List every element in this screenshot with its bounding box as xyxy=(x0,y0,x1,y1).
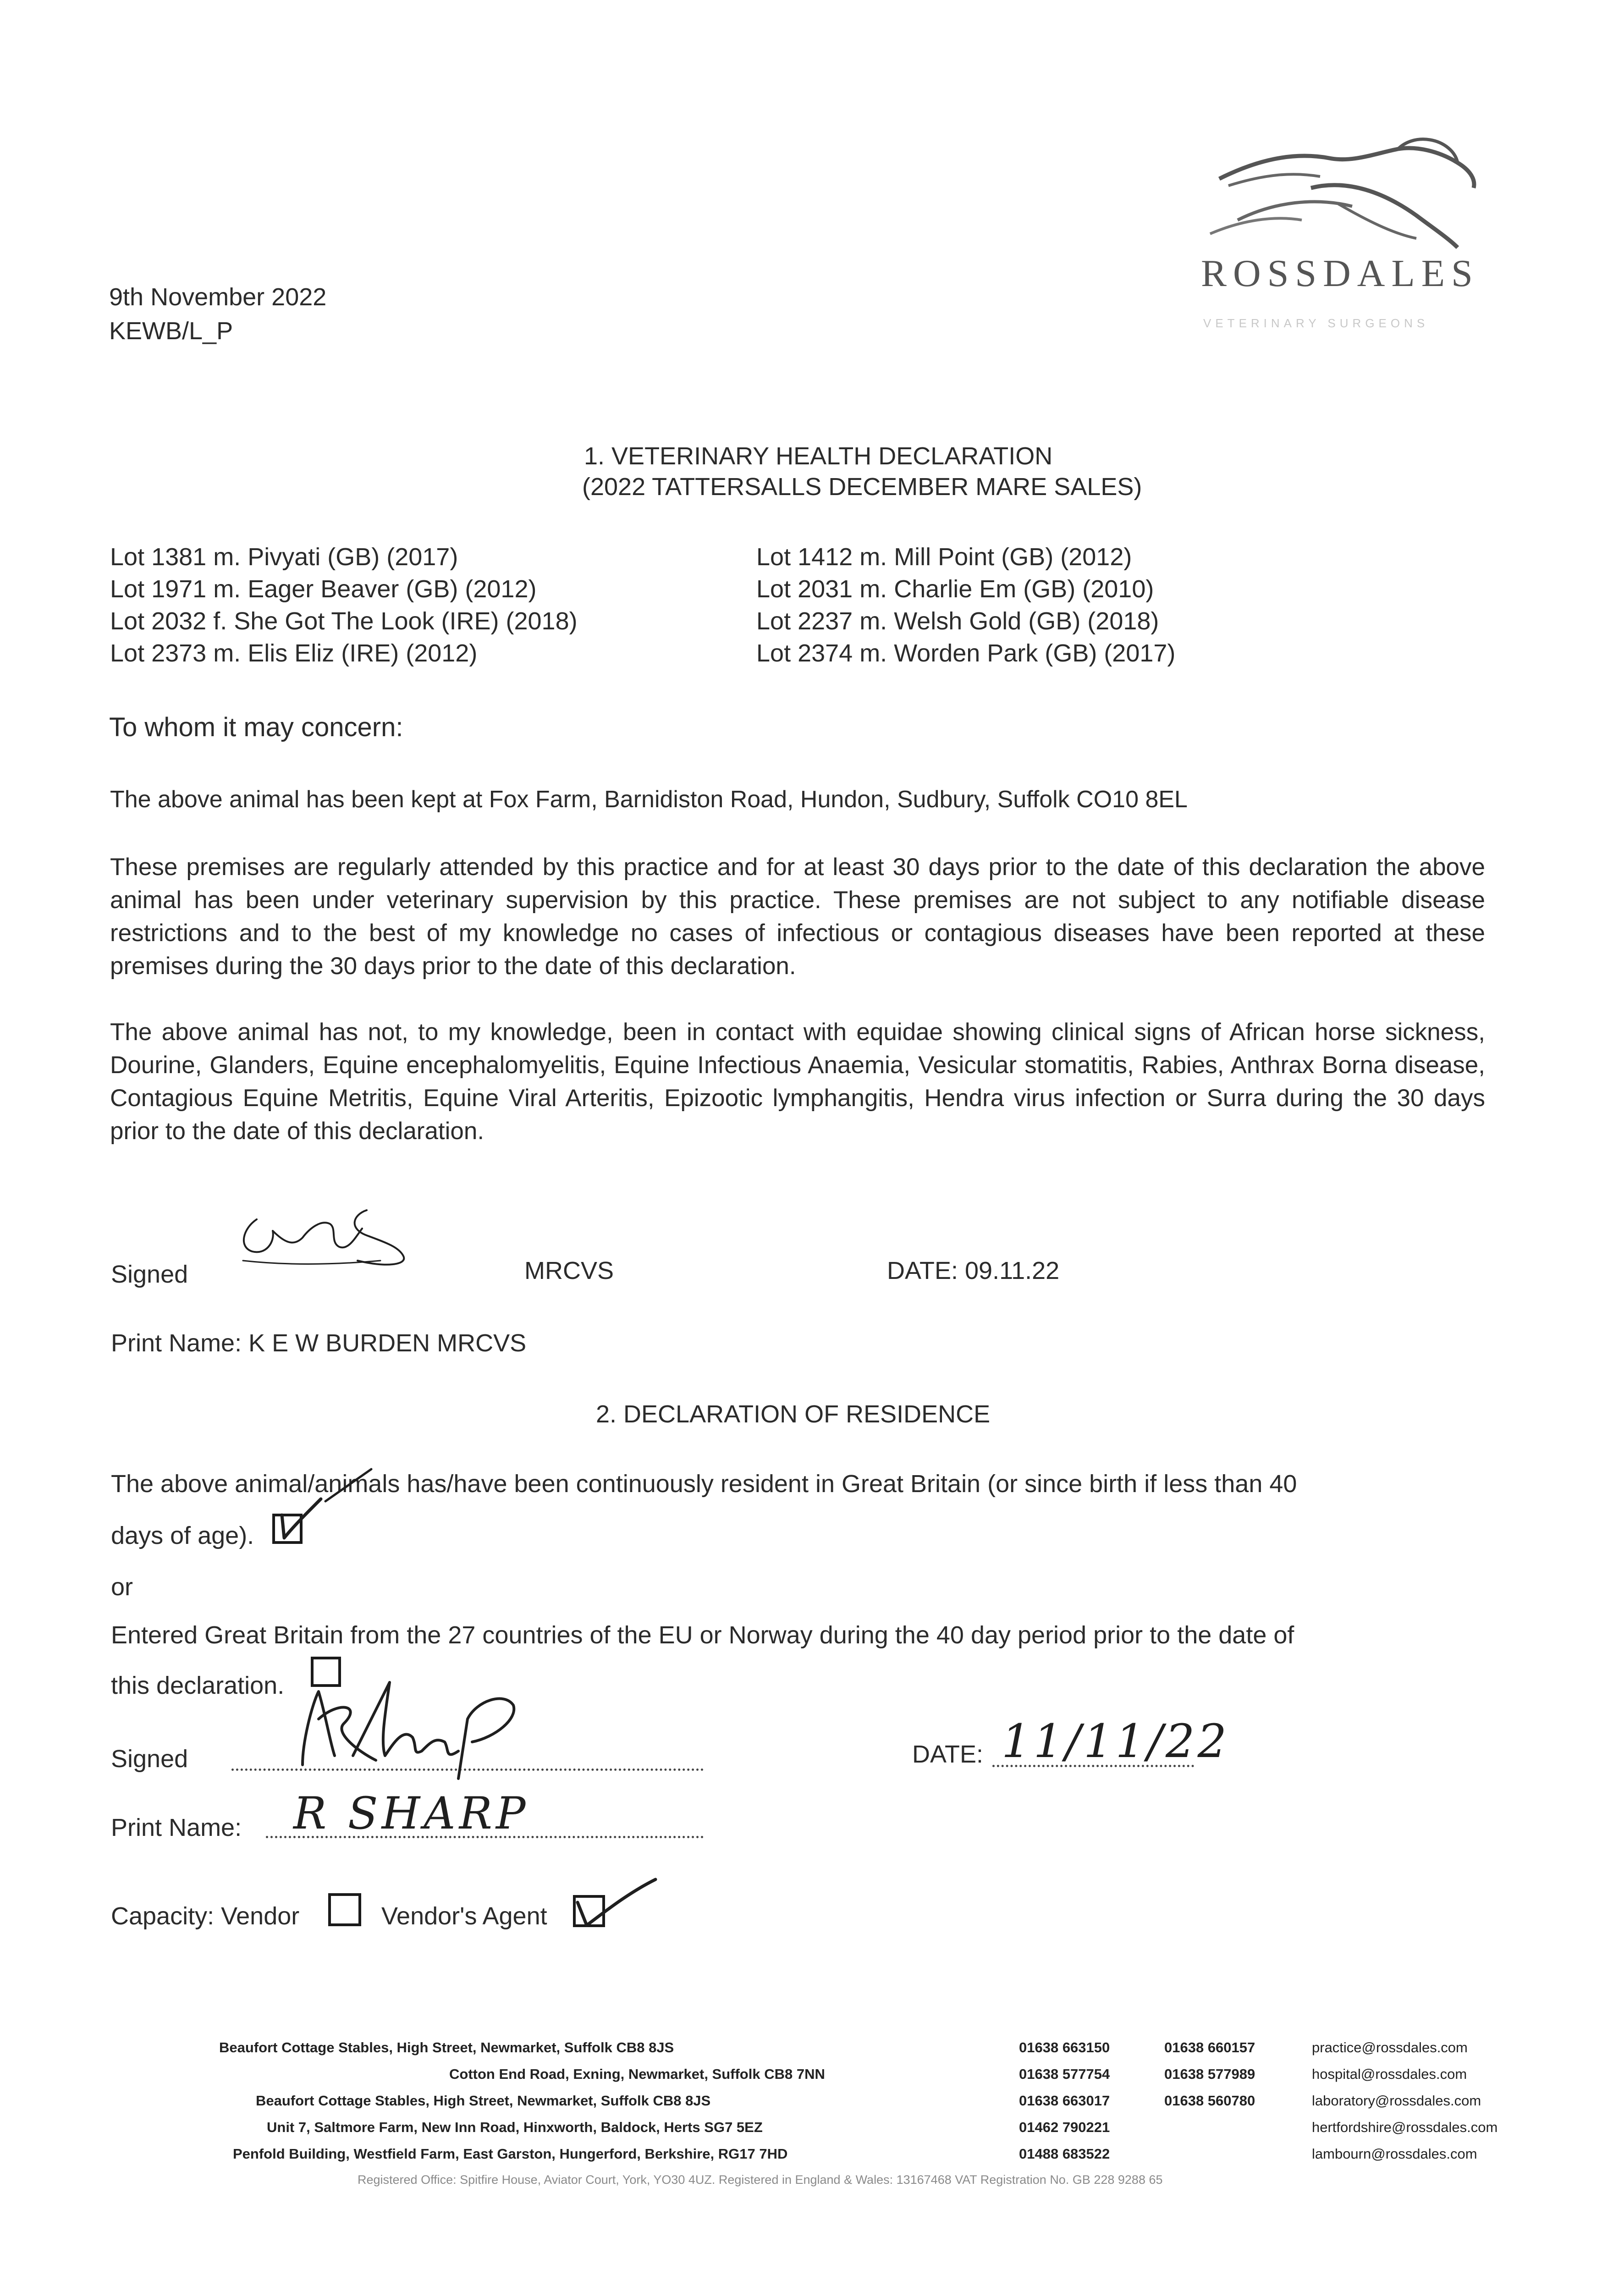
horse-logo-icon xyxy=(1201,124,1481,261)
supervision-paragraph: These premises are regularly attended by this practice and for at least 30 days prior to the date of this declaration the above animal has been under veterinary supervision by this practice. These premises are not subject to any notifiable disease restrictions and to the best of my knowledge no cases of infectious or contagious diseases have been reported at these premises during the 30 days prior to the date of this declaration. xyxy=(110,854,1485,980)
letter-date: 9th November 2022 xyxy=(109,283,327,311)
section1-subtitle: (2022 TATTERSALLS DECEMBER MARE SALES) xyxy=(582,473,1142,501)
address-line: Cotton End Road, Exning, Newmarket, Suffolk CB8 7NN xyxy=(449,2066,825,2082)
email-address: laboratory@rossdales.com xyxy=(1312,2093,1481,2109)
address-line: Penfold Building, Westfield Farm, East Garston, Hungerford, Berkshire, RG17 7HD xyxy=(233,2146,788,2162)
letter-reference: KEWB/L_P xyxy=(109,317,233,345)
capacity-vendor-label: Capacity: Vendor xyxy=(111,1902,300,1930)
residence-option1-text: The above animal/animals has/have been continuously resident in Great Britain (or since birth if less than 40 xyxy=(111,1470,1297,1498)
lot-item: Lot 2374 m. Worden Park (GB) (2017) xyxy=(756,639,1176,667)
email-address: hertfordshire@rossdales.com xyxy=(1312,2119,1498,2135)
premises-statement: The above animal has been kept at Fox Farm, Barnidiston Road, Hundon, Sudbury, Suffolk CO10 8EL xyxy=(110,786,1188,813)
lot-item: Lot 2373 m. Elis Eliz (IRE) (2012) xyxy=(110,639,478,667)
vendors-agent-label: Vendor's Agent xyxy=(381,1902,547,1930)
phone-number: 01638 663150 xyxy=(1019,2039,1110,2055)
registered-office: Registered Office: Spitfire House, Aviator Court, York, YO30 4UZ. Registered in England & Wales: 13167468 VAT Registration No. GB 228 9288 65 xyxy=(358,2173,1163,2187)
lot-item: Lot 1412 m. Mill Point (GB) (2012) xyxy=(756,543,1132,571)
vendor-date-label: DATE: xyxy=(912,1741,984,1768)
vendor-checkbox[interactable] xyxy=(328,1893,361,1926)
logo-wordmark: ROSSDALES xyxy=(1201,252,1479,295)
mrcvs-label: MRCVS xyxy=(524,1257,614,1284)
or-label: or xyxy=(111,1573,133,1601)
residence-option1-text-cont: days of age). xyxy=(111,1522,254,1549)
email-address: hospital@rossdales.com xyxy=(1312,2066,1467,2082)
address-line: Beaufort Cottage Stables, High Street, Newmarket, Suffolk CB8 8JS xyxy=(256,2093,711,2109)
logo-tagline: VETERINARY SURGEONS xyxy=(1203,316,1429,330)
fax-number: 01638 577989 xyxy=(1164,2066,1255,2082)
strike-through-mark xyxy=(321,1465,376,1506)
vendor-signature xyxy=(275,1673,532,1783)
salutation: To whom it may concern: xyxy=(109,712,403,742)
vet-date: DATE: 09.11.22 xyxy=(887,1257,1060,1284)
address-line: Unit 7, Saltmore Farm, New Inn Road, Hinxworth, Baldock, Herts SG7 5EZ xyxy=(267,2119,763,2135)
option1-checkmark-icon xyxy=(257,1494,325,1554)
email-address: lambourn@rossdales.com xyxy=(1312,2146,1477,2162)
lot-item: Lot 2031 m. Charlie Em (GB) (2010) xyxy=(756,575,1154,603)
phone-number: 01462 790221 xyxy=(1019,2119,1110,2135)
residence-option2-text: Entered Great Britain from the 27 countries of the EU or Norway during the 40 day period prior to the date of xyxy=(111,1621,1294,1649)
vendor-signed-label: Signed xyxy=(111,1745,188,1773)
section1-title: 1. VETERINARY HEALTH DECLARATION xyxy=(584,442,1053,470)
address-line: Beaufort Cottage Stables, High Street, Newmarket, Suffolk CB8 8JS xyxy=(219,2039,674,2055)
contact-paragraph: The above animal has not, to my knowledge, been in contact with equidae showing clinical signs of African horse sickness, Dourine, Glanders, Equine encephalomyelitis, Equine Infectious Anaemia, Vesicular stomatitis, Rabies, Anthrax Borna disease, Contagious Equine Metritis, Equine Viral Arteritis, Epizootic lymphangitis, Hendra virus infection or Surra during the 30 days prior to the date of this declaration. xyxy=(110,1019,1485,1145)
vendor-handwritten-date: 11/11/22 xyxy=(1002,1714,1230,1768)
fax-number: 01638 560780 xyxy=(1164,2093,1255,2109)
phone-number: 01638 663017 xyxy=(1019,2093,1110,2109)
residence-option2-text-cont: this declaration. xyxy=(111,1672,285,1699)
lot-item: Lot 2237 m. Welsh Gold (GB) (2018) xyxy=(756,607,1159,635)
lot-item: Lot 1971 m. Eager Beaver (GB) (2012) xyxy=(110,575,537,603)
email-address: practice@rossdales.com xyxy=(1312,2039,1468,2055)
phone-number: 01488 683522 xyxy=(1019,2146,1110,2162)
lot-item: Lot 2032 f. She Got The Look (IRE) (2018) xyxy=(110,607,578,635)
vet-signed-label: Signed xyxy=(111,1261,188,1288)
fax-number: 01638 660157 xyxy=(1164,2039,1255,2055)
section2-title: 2. DECLARATION OF RESIDENCE xyxy=(596,1400,991,1428)
vet-signature xyxy=(229,1192,449,1274)
phone-number: 01638 577754 xyxy=(1019,2066,1110,2082)
vendor-handwritten-name: R SHARP xyxy=(293,1788,529,1839)
lot-item: Lot 1381 m. Pivyati (GB) (2017) xyxy=(110,543,458,571)
vet-print-name: Print Name: K E W BURDEN MRCVS xyxy=(111,1329,527,1357)
vendors-agent-checkmark-icon xyxy=(568,1870,660,1934)
vendor-print-name-label: Print Name: xyxy=(111,1814,242,1841)
